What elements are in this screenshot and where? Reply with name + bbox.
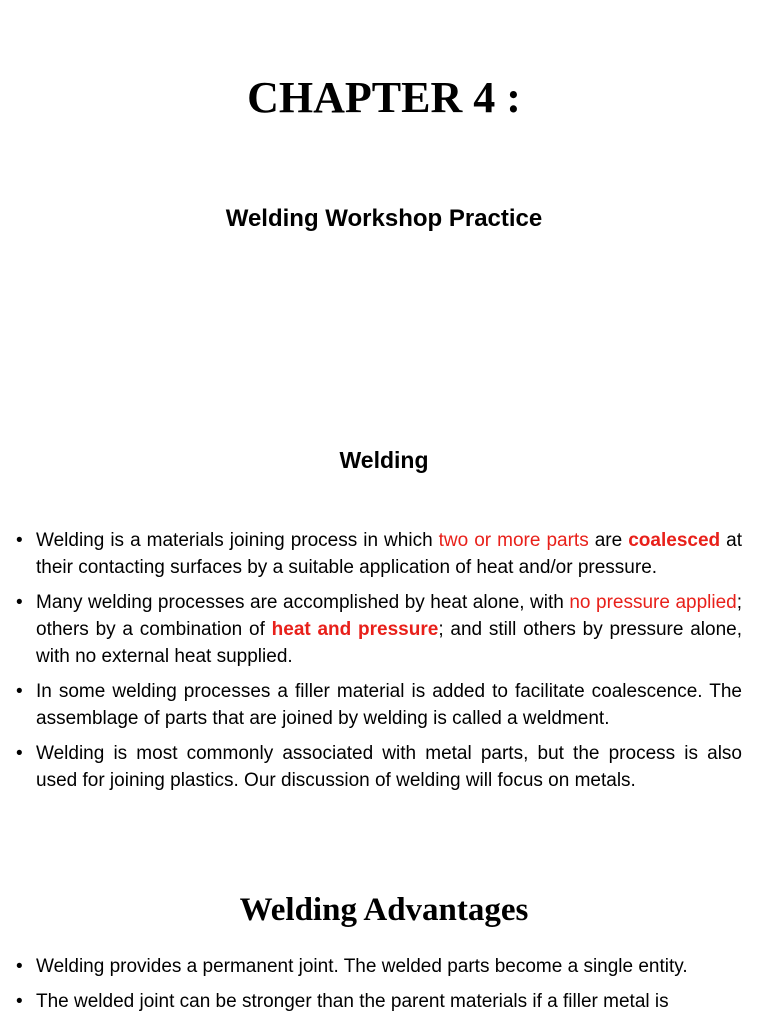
highlighted-text: heat and pressure <box>271 619 439 640</box>
section-title-welding-advantages: Welding Advantages <box>239 892 529 928</box>
bullet-text: Welding provides a permanent joint. The welded parts become a single entity. <box>36 956 688 977</box>
bullet-text: The welded joint can be stronger than the parent materials if a filler metal is <box>36 991 669 1012</box>
bullet-text: ; others by a combination of <box>36 592 743 640</box>
bullet-text: Many welding processes are accomplished by heat alone, with <box>36 592 570 613</box>
section-title-welding: Welding <box>339 447 429 473</box>
bullet-text: Welding is a materials joining process in which <box>36 530 439 551</box>
bullet-text: are <box>588 530 629 551</box>
bullet-item <box>16 740 742 794</box>
bullet-item <box>16 988 742 1015</box>
bullet-dot: • <box>16 681 23 702</box>
bullet-dot: • <box>16 592 23 613</box>
bullet-item <box>16 953 742 980</box>
highlighted-text: two or more parts <box>438 530 589 551</box>
bullet-dot: • <box>16 991 23 1012</box>
bullet-dot: • <box>16 743 23 764</box>
bullet-dot: • <box>16 530 23 551</box>
bullet-text: at their contacting surfaces by a suitable application of heat and/or pressure. <box>36 530 743 578</box>
bullet-text: Welding is most commonly associated with metal parts, but the process is also used for joining plastics. Our discussion of welding will focus on metals. <box>36 743 742 791</box>
highlighted-text: no pressure applied <box>569 592 737 613</box>
welding-bullet-list <box>16 527 742 802</box>
bullet-item <box>16 527 742 581</box>
bullet-item <box>16 678 742 732</box>
advantages-bullet-list <box>16 953 742 1023</box>
bullet-text: In some welding processes a filler material is added to facilitate coalescence. The assemblage of parts that are joined by welding is called a weldment. <box>36 681 742 729</box>
highlighted-text: coalesced <box>628 530 721 551</box>
bullet-text: ; and still others by pressure alone, with no external heat supplied. <box>36 619 742 667</box>
chapter-title: CHAPTER 4 : <box>247 73 521 122</box>
chapter-subtitle: Welding Workshop Practice <box>225 205 543 232</box>
bullet-dot: • <box>16 956 23 977</box>
bullet-item <box>16 589 742 670</box>
